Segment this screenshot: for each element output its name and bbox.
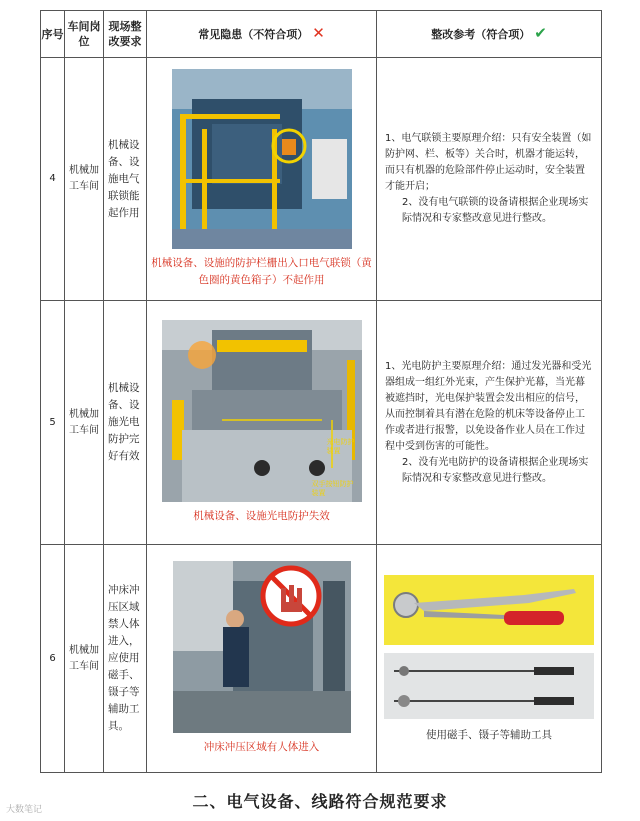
row-post: 机械加工车间 (65, 58, 104, 301)
press-photo (162, 320, 362, 502)
safety-table (40, 10, 602, 773)
reference-cell (377, 58, 602, 301)
reference-text-1: 1、电气联锁主要原理介绍：只有安全装置（如防护网、栏、板等）关合时，机器才能运转，而只有机器的危险部件停止运动时，安全装置才能开启； (385, 133, 592, 192)
table-header-row (41, 11, 602, 58)
photo-label-light-curtain: 光电防护装置 (326, 438, 355, 455)
press-worker-photo (173, 561, 351, 733)
cross-icon: ✕ (312, 24, 325, 42)
press-photo-image (162, 320, 362, 502)
photo-label-two-hand: 双手按钮防护装置 (311, 480, 354, 497)
reference-text-2: 2、没有电气联锁的设备请根据企业现场实际情况和专家整改意见进行整改。 (402, 197, 589, 224)
header-req: 现场整改要求 (104, 11, 147, 58)
reference-caption: 使用磁手、镊子等辅助工具 (426, 729, 552, 741)
header-reference (377, 11, 602, 58)
check-icon: ✔ (534, 24, 547, 42)
header-hazard (147, 11, 377, 58)
reference-cell (377, 545, 602, 773)
tweezers-tool-photo (384, 653, 594, 719)
hazard-cell (147, 301, 377, 545)
header-no: 序号 (41, 11, 65, 58)
hazard-cell (147, 58, 377, 301)
row-no: 4 (41, 58, 65, 301)
row-requirement: 机械设备、设施光电防护完好有效 (104, 301, 147, 545)
reference-text-1: 1、光电防护主要原理介绍：通过发光器和受光器组成一组红外光束，产生保护光幕，当光幕被遮挡时，光电保护装置会发出相应的信号，从而控制着具有潜在危险的机床等设备停止工作或者进行报警，以免设备作业人员在工作过程中受到伤害的可能性。 (385, 360, 592, 452)
header-reference-label: 整改参考（符合项） (431, 28, 531, 41)
table-row (41, 545, 602, 773)
row-post: 机械加工车间 (65, 545, 104, 773)
reference-text-2: 2、没有光电防护的设备请根据企业现场实际情况和专家整改意见进行整改。 (402, 456, 589, 484)
reference-cell (377, 301, 602, 545)
watermark: 大数笔记 (6, 805, 43, 815)
table-row (41, 301, 602, 545)
hazard-caption: 机械设备、设施的防护栏栅出入口电气联锁（黄色圈的黄色箱子）不起作用 (151, 257, 372, 286)
section-title: 二、电气设备、线路符合规范要求 (192, 792, 448, 811)
hazard-cell (147, 545, 377, 773)
row-requirement: 冲床冲压区域禁人体进入，应使用磁手、镊子等辅助工具。 (104, 545, 147, 773)
table-row (41, 58, 602, 301)
row-requirement: 机械设备、设施电气联锁能起作用 (104, 58, 147, 301)
header-hazard-label: 常见隐患（不符合项） (198, 28, 309, 41)
machine-guard-photo (172, 69, 352, 249)
hazard-caption: 冲床冲压区域有人体进入 (203, 741, 320, 753)
row-no: 5 (41, 301, 65, 545)
row-no: 6 (41, 545, 65, 773)
row-post: 机械加工车间 (65, 301, 104, 545)
magnetic-hand-tool-photo (384, 575, 594, 645)
hazard-caption: 机械设备、设施光电防护失效 (193, 510, 330, 522)
header-post: 车间岗位 (65, 11, 104, 58)
